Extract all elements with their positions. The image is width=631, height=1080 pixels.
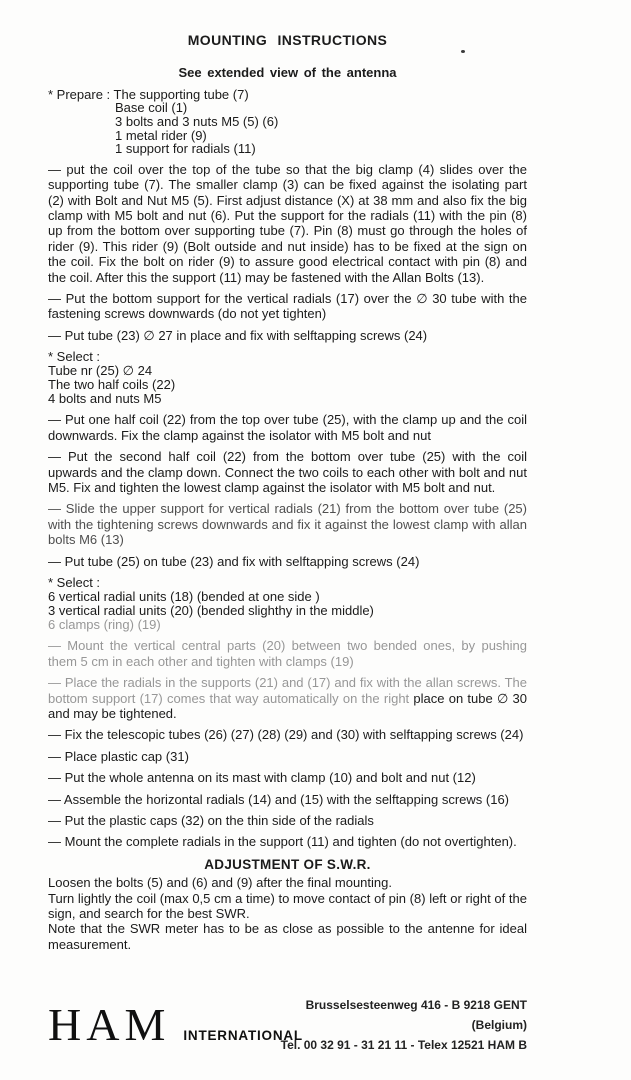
text-span: place on tube ∅ 30 and may be tightened. (48, 690, 527, 721)
instruction-paragraph (48, 554, 527, 569)
instruction-paragraph (48, 412, 527, 443)
text-span: * Select : (48, 575, 101, 591)
instruction-paragraph (48, 770, 527, 785)
list-item (115, 101, 527, 115)
list-line (48, 364, 527, 378)
text-span: 3 bolts and 3 nuts M5 (5) (6) (115, 114, 279, 129)
text-span: Turn lightly the coil (max 0,5 cm a time) to move contact of pin (8) left or right of the sign, and search for the best SWR. (48, 890, 527, 921)
instruction-paragraph (48, 792, 527, 807)
text-span: — Mount the vertical central parts (20) between two bended ones, by pushing them 5 cm in each other and tighten with clamps (19) (48, 638, 527, 669)
instruction-paragraph (48, 449, 527, 495)
company-logo (48, 999, 303, 1050)
text-span: 4 bolts and nuts M5 (48, 391, 162, 407)
instruction-paragraph (48, 328, 527, 343)
text-span: — Put tube (25) on tube (23) and fix with selftapping screws (24) (48, 553, 420, 569)
text-span: 3 vertical radial units (20) (bended slighthy in the middle) (48, 602, 374, 618)
text-span: 6 clamps (ring) (19) (48, 617, 161, 633)
list-lead (48, 576, 527, 590)
paragraph (48, 921, 527, 952)
section-heading (48, 857, 527, 872)
page-subtitle: See extended view of the antenna (178, 65, 397, 81)
paragraph (48, 891, 527, 922)
document-content (48, 33, 527, 952)
list-lead (48, 350, 527, 364)
instruction-paragraph (48, 675, 527, 721)
list-line (48, 590, 527, 604)
text-span: — Fix the telescopic tubes (26) (27) (28) (29) and (30) with selftapping screws (24) (48, 727, 524, 743)
address-line-street: Brusselsesteenweg 416 - B 9218 GENT (305, 998, 527, 1012)
text-span: — Put the bottom support for the vertical radials (17) over the ∅ 30 tube with the fastening screws downwards (do not yet tighten) (48, 291, 527, 322)
instruction-paragraph (48, 162, 527, 285)
text-span: Loosen the bolts (5) and (6) and (9) after the final mounting. (48, 875, 392, 891)
instruction-paragraph (48, 638, 527, 669)
list-item (115, 129, 527, 143)
text-span: — Mount the complete radials in the support (11) and tighten (do not overtighten). (48, 834, 517, 850)
paragraph (48, 875, 527, 890)
list-lead (48, 88, 527, 102)
text-span: Base coil (1) (115, 100, 188, 116)
text-span: Tube nr (25) ∅ 24 (48, 362, 153, 378)
text-span: — Put the second half coil (22) from the bottom over tube (25) with the coil upwards and the clamp down. Connect the two coils to each other with bolt and nut M5. Fix and tighten the lowest clamp against the isolator with M5 bolt and nut. (48, 449, 527, 496)
text-span: — Put the whole antenna on its mast with clamp (10) and bolt and nut (12) (48, 770, 476, 786)
text-span: * Prepare : The supporting tube (7) (48, 86, 249, 102)
text-span: * Select : (48, 349, 101, 365)
text-span: — Place the radials in the supports (21) and (17) and fix with the allan screws. The bottom support (17) comes that way automatically on the right (48, 675, 527, 706)
list-line (48, 378, 527, 392)
list-item (115, 142, 527, 156)
scan-artifact-dot (461, 50, 465, 53)
text-span: 6 vertical radial units (18) (bended at one side ) (48, 588, 320, 604)
text-span: — put the coil over the top of the tube so that the big clamp (4) slides over the supporting tube (7). The smaller clamp (3) can be fixed against the isolating part (2) with Bolt and Nut M5 (5). First adjust distance (X) at 38 mm and also fix the big clamp with M5 bolt and nut (6). Put the support for the radials (11) with the pin (8) up from the bottom over supporting tube (7). Pin (8) must go through the holes of rider (9). This rider (9) (Bolt outside and nut inside) has to be fixed at the sign on the coil. Fix the bolt on rider (9) to assure good electrical contact with pin (8) and the coil. After this the support (11) may be fastened with the Allan Bolts (13). (48, 161, 527, 285)
instruction-paragraph (48, 749, 527, 764)
list-line (48, 604, 527, 618)
footer (48, 995, 527, 1055)
text-span: — Place plastic cap (31) (48, 748, 189, 764)
company-address (281, 995, 527, 1055)
list-item (115, 115, 527, 129)
text-span: — Put tube (23) ∅ 27 in place and fix with selftapping screws (24) (48, 327, 428, 343)
instruction-paragraph (48, 813, 527, 828)
address-line-country: (Belgium) (471, 1018, 527, 1032)
text-span: 1 support for radials (11) (115, 141, 256, 157)
list-line (48, 392, 527, 406)
page-title: MOUNTING INSTRUCTIONS (187, 32, 388, 48)
text-span: Note that the SWR meter has to be as close as possible to the antenne for ideal measurement. (48, 921, 527, 952)
logo-ham-text: HAM (48, 999, 171, 1050)
text-span: — Slide the upper support for vertical radials (21) from the bottom over tube (25) with the tightening screws downwards and fix it against the lowest clamp with allan bolts M6 (13) (48, 501, 527, 548)
instruction-paragraph (48, 291, 527, 322)
text-span: — Put the plastic caps (32) on the thin side of the radials (48, 812, 374, 828)
list-line (48, 618, 527, 632)
text-span: — Assemble the horizontal radials (14) and (15) with the selftapping screws (16) (48, 791, 509, 807)
instruction-paragraph (48, 501, 527, 547)
document-body (48, 88, 527, 952)
text-span: — Put one half coil (22) from the top over tube (25), with the clamp up and the coil downwards. Fix the clamp against the isolator with M5 bolt and nut (48, 412, 527, 443)
instruction-paragraph (48, 834, 527, 849)
instruction-paragraph (48, 727, 527, 742)
text-span: 1 metal rider (9) (115, 127, 207, 143)
address-line-phone: Tel. 00 32 91 - 31 21 11 - Telex 12521 HAM B (280, 1038, 527, 1052)
text-span: ADJUSTMENT OF S.W.R. (204, 856, 371, 872)
text-span: The two half coils (22) (48, 377, 176, 393)
logo-international-text: INTERNATIONAL (183, 1028, 303, 1043)
